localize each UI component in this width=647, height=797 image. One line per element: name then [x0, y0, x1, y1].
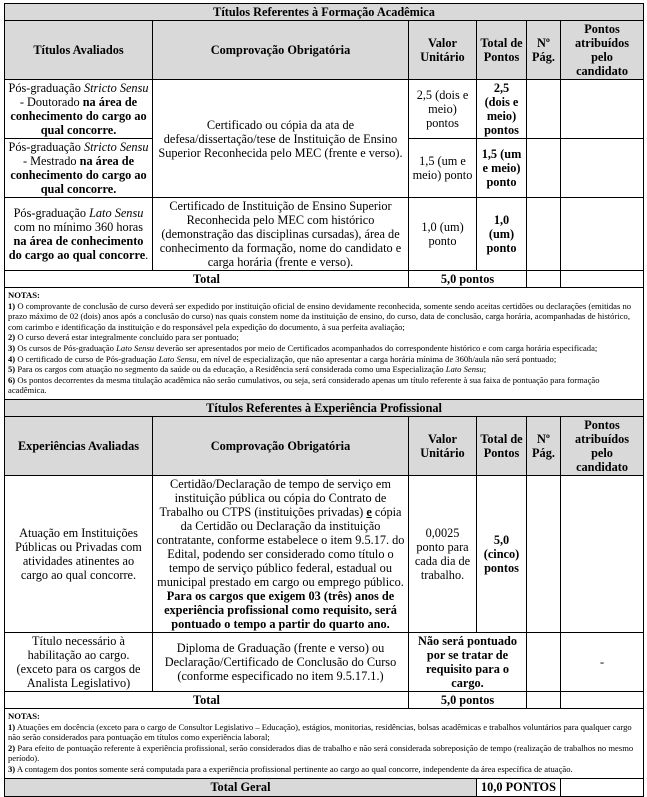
comprovacao-lato: Certificado de Instituição de Ensino Superior Reconhecida pelo MEC com histórico (demonstração das disciplinas cursadas), área de conhecimento da formação, nome do candidato e carga horária (frente e verso).	[153, 198, 409, 271]
professional-row-titulo	[5, 632, 644, 691]
pontos-atuacao[interactable]	[561, 475, 644, 632]
professional-total-label: Total	[5, 691, 409, 708]
pag-mestrado[interactable]	[527, 139, 561, 198]
professional-total-value: 5,0 pontos	[409, 691, 527, 708]
professional-section-title-row	[5, 399, 644, 416]
comprovacao-stricto: Certificado ou cópia da ata de defesa/dissertação/tese de Instituição de Ensino Superior Reconhecida pelo MEC (frente e verso).	[153, 80, 409, 198]
header-comprovacao: Comprovação Obrigatória	[153, 21, 409, 80]
academic-note: 4) O certificado de curso de Pós-graduação Lato Sensu, em nível de especialização, que não apresentar a carga horária mínima de 360h/aula não será pontuado;	[8, 353, 557, 364]
academic-total-pontos[interactable]	[561, 271, 644, 288]
pag-atuacao[interactable]	[527, 475, 561, 632]
professional-notes	[5, 708, 644, 778]
comprovacao-atuacao: Certidão/Declaração de tempo de serviço em instituição pública ou cópia do Contrato de Trabalho ou CTPS (instituições privadas) e cópia da Certidão ou Declaração da instituição contratante, conforme estabelece o item 9.5.17. do Edital, podendo ser considerado como título o tempo de serviço público federal, estadual ou municipal prestado em cargo ou emprego público. Para os cargos que exigem 03 (três) anos de experiência profissional como requisito, será pontuado o tempo a partir do quarto ano.	[153, 475, 409, 632]
pontos-doutorado[interactable]	[561, 80, 644, 139]
header-valor: Valor Unitário	[409, 21, 477, 80]
academic-total-value: 5,0 pontos	[409, 271, 527, 288]
academic-note: 5) Para os cargos com atuação no segmento da saúde ou da educação, a Residência será considerada como uma Especialização Lato Sensu;	[8, 364, 487, 375]
titles-table	[4, 3, 644, 797]
header-pag: Nº Pág.	[527, 21, 561, 80]
professional-total-pontos[interactable]	[561, 691, 644, 708]
comprovacao-titulo: Diploma de Graduação (frente e verso) ou Declaração/Certificado de Conclusão do Curso (conforme especificado no item 9.5.17.1.)	[153, 632, 409, 691]
header-total: Total de Pontos	[477, 21, 527, 80]
academic-note: 2) O curso deverá estar integralmente concluído para ser pontuado;	[8, 332, 239, 343]
valor-mestrado: 1,5 (um e meio) ponto	[409, 139, 477, 198]
professional-total-row	[5, 691, 644, 708]
header-pontos: Pontos atribuídos pelo candidato	[561, 416, 644, 475]
valor-total-titulo: Não será pontuado por se tratar de requisito para o cargo.	[409, 632, 527, 691]
experiencia-atuacao: Atuação em Instituições Públicas ou Privadas com atividades atinentes ao cargo ao qual concorre.	[5, 475, 153, 632]
pontos-mestrado[interactable]	[561, 139, 644, 198]
titulo-mestrado: Pós-graduação Stricto Sensu - Mestrado na área de conhecimento do cargo ao qual concorre.	[5, 139, 153, 198]
valor-atuacao: 0,0025 ponto para cada dia de trabalho.	[409, 475, 477, 632]
professional-header-row	[5, 416, 644, 475]
total-atuacao: 5,0 (cinco) pontos	[477, 475, 527, 632]
pontos-titulo: -	[561, 632, 644, 691]
academic-section-title: Títulos Referentes à Formação Acadêmica	[5, 4, 644, 21]
academic-row-doutorado	[5, 80, 644, 139]
header-valor: Valor Unitário	[409, 416, 477, 475]
professional-note: 2) Para efeito de pontuação referente à experiência profissional, serão considerados dias de trabalho e não será considerada sobreposição de tempo (realização de trabalhos no mesmo período).	[8, 742, 634, 764]
titulo-lato: Pós-graduação Lato Sensu com no mínimo 360 horas na área de conhecimento do cargo ao qual concorre.	[5, 198, 153, 271]
professional-section-title: Títulos Referentes à Experiência Profissional	[5, 399, 644, 416]
titulo-doutorado: Pós-graduação Stricto Sensu - Doutorado na área de conhecimento do cargo ao qual concorre.	[5, 80, 153, 139]
academic-header-row	[5, 21, 644, 80]
academic-total-pag	[527, 271, 561, 288]
total-mestrado: 1,5 (um e meio) ponto	[477, 139, 527, 198]
academic-notes	[5, 288, 644, 400]
pag-titulo[interactable]	[527, 632, 561, 691]
academic-notes-title: NOTAS:	[8, 290, 40, 300]
header-titulos: Títulos Avaliados	[5, 21, 153, 80]
grand-total-pontos[interactable]	[561, 778, 644, 796]
academic-total-row	[5, 271, 644, 288]
professional-total-pag	[527, 691, 561, 708]
professional-note: 1) Atuações em docência (exceto para o cargo de Consultor Legislativo – Educação), estágios, monitorias, residências, bolsas acadêmicas e trabalhos voluntários para qualquer cargo não serão considerados para pontuação em títulos como experiência laboral;	[8, 721, 632, 743]
pag-lato[interactable]	[527, 198, 561, 271]
valor-lato: 1,0 (um) ponto	[409, 198, 477, 271]
experiencia-titulo: Título necessário à habilitação ao cargo. (exceto para os cargos de Analista Legislativo)	[5, 632, 153, 691]
header-experiencias: Experiências Avaliadas	[5, 416, 153, 475]
grand-total-value: 10,0 PONTOS	[477, 778, 561, 796]
header-comprovacao: Comprovação Obrigatória	[153, 416, 409, 475]
grand-total-label: Total Geral	[5, 778, 477, 796]
pag-doutorado[interactable]	[527, 80, 561, 139]
header-pag: Nº Pág.	[527, 416, 561, 475]
academic-notes-row	[5, 288, 644, 400]
professional-row-atuacao	[5, 475, 644, 632]
professional-note: 3) A contagem dos pontos somente será computada para a experiência profissional pertinente ao cargo ao qual concorre, independente da área específica de atuação.	[8, 763, 573, 774]
total-doutorado: 2,5 (dois e meio) pontos	[477, 80, 527, 139]
total-lato: 1,0 (um) ponto	[477, 198, 527, 271]
grand-total-row	[5, 778, 644, 796]
academic-row-lato	[5, 198, 644, 271]
professional-notes-row	[5, 708, 644, 778]
valor-doutorado: 2,5 (dois e meio) pontos	[409, 80, 477, 139]
academic-section-title-row	[5, 4, 644, 21]
academic-note: 1) O comprovante de conclusão de curso deverá ser expedido por instituição oficial de ensino devidamente reconhecida, somente sendo aceitas certidões ou declarações (emitidas no prazo máximo de 02 (dois) anos após a conclusão do curso) nas quais constem nome da instituição de ensino, do curso, data de conclusão, carga horária, acompanhadas de histórico, com carimbo e identificação da instituição e do responsável pela expedição do documento, à sua perfeita avaliação;	[8, 300, 632, 332]
titles-document	[4, 3, 643, 797]
header-total: Total de Pontos	[477, 416, 527, 475]
academic-note: 3) Os cursos de Pós-graduação Lato Sensu deverão ser apresentados por meio de Certificados acompanhados do correspondente histórico e com carga horária especificada;	[8, 342, 598, 353]
academic-total-label: Total	[5, 271, 409, 288]
pontos-lato[interactable]	[561, 198, 644, 271]
professional-notes-title: NOTAS:	[8, 710, 40, 721]
header-pontos: Pontos atribuídos pelo candidato	[561, 21, 644, 80]
academic-note: 6) Os pontos decorrentes da mesma titulação acadêmica não serão cumulativos, ou seja, será considerado apenas um título referente à sua faixa de pontuação para formação acadêmica.	[8, 374, 600, 396]
